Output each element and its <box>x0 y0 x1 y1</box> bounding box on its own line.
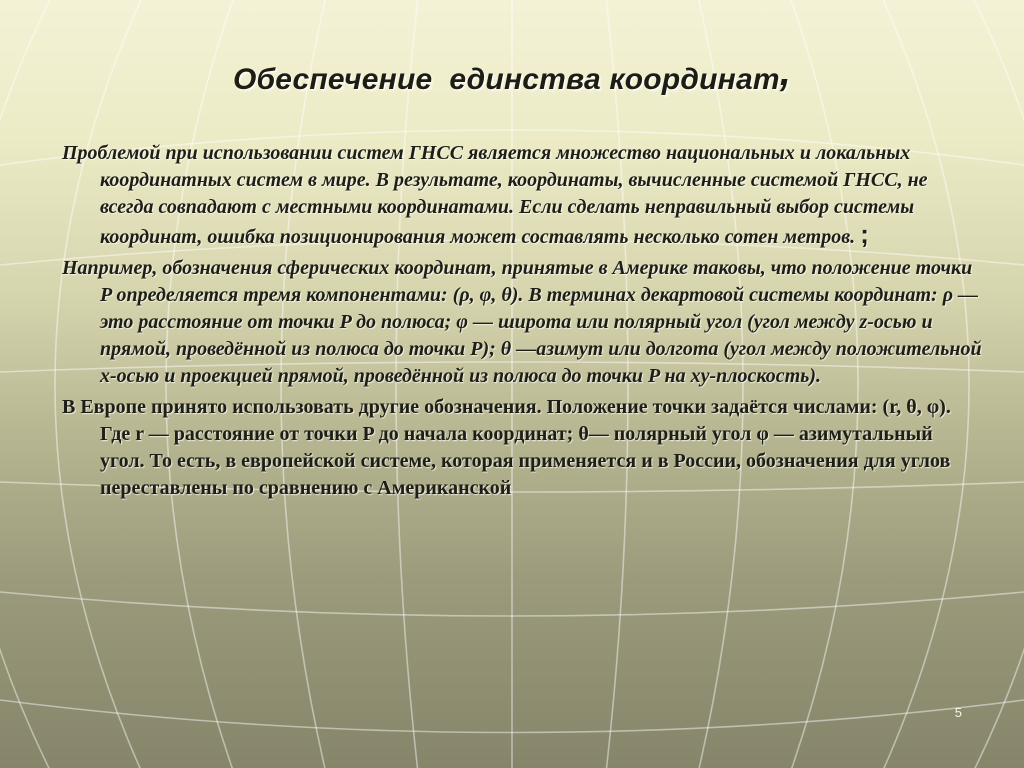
slide-title-text: Обеспечение единства координат <box>232 63 780 96</box>
slide-body <box>62 140 982 506</box>
slide-title-comma: , <box>779 50 792 94</box>
paragraph-american-notation: Например, обозначения сферических координат, принятые в Америке таковы, что положение точки P определяется тремя компонентами: (ρ, φ, θ). В терминах декартовой системы координат: ρ — это расстояние от точки P до полюса; φ — широта или полярный угол (угол между z-осью и прямой, проведённой из полюса до точки P); θ —азимут или долгота (угол между положительной x-осью и проекцией прямой, проведённой из полюса до точки P на xy-плоскость). <box>62 257 982 387</box>
paragraph-european-notation: В Европе принято использовать другие обозначения. Положение точки задаётся числами: (r, θ, φ). Где r — расстояние от точки P до начала координат; θ— полярный угол φ — азимутальный угол. То есть, в европейской системе, которая применяется и в России, обозначения для углов переставлены по сравнению с Американской <box>62 396 951 499</box>
paragraph-gnss-problem <box>62 140 982 251</box>
page-number: 5 <box>954 705 962 720</box>
paragraph-semicolon: ; <box>860 219 869 249</box>
paragraph-gnss-problem-text: Проблемой при использовании систем ГНСС является множество национальных и локальных координатных систем в мире. В результате, координаты, вычисленные системой ГНСС, не всегда совпадают с местными координатами. Если сделать неправильный выбор системы координат, ошибка позиционирования может составлять несколько сотен метров. <box>62 142 928 248</box>
slide-title <box>0 50 1024 97</box>
